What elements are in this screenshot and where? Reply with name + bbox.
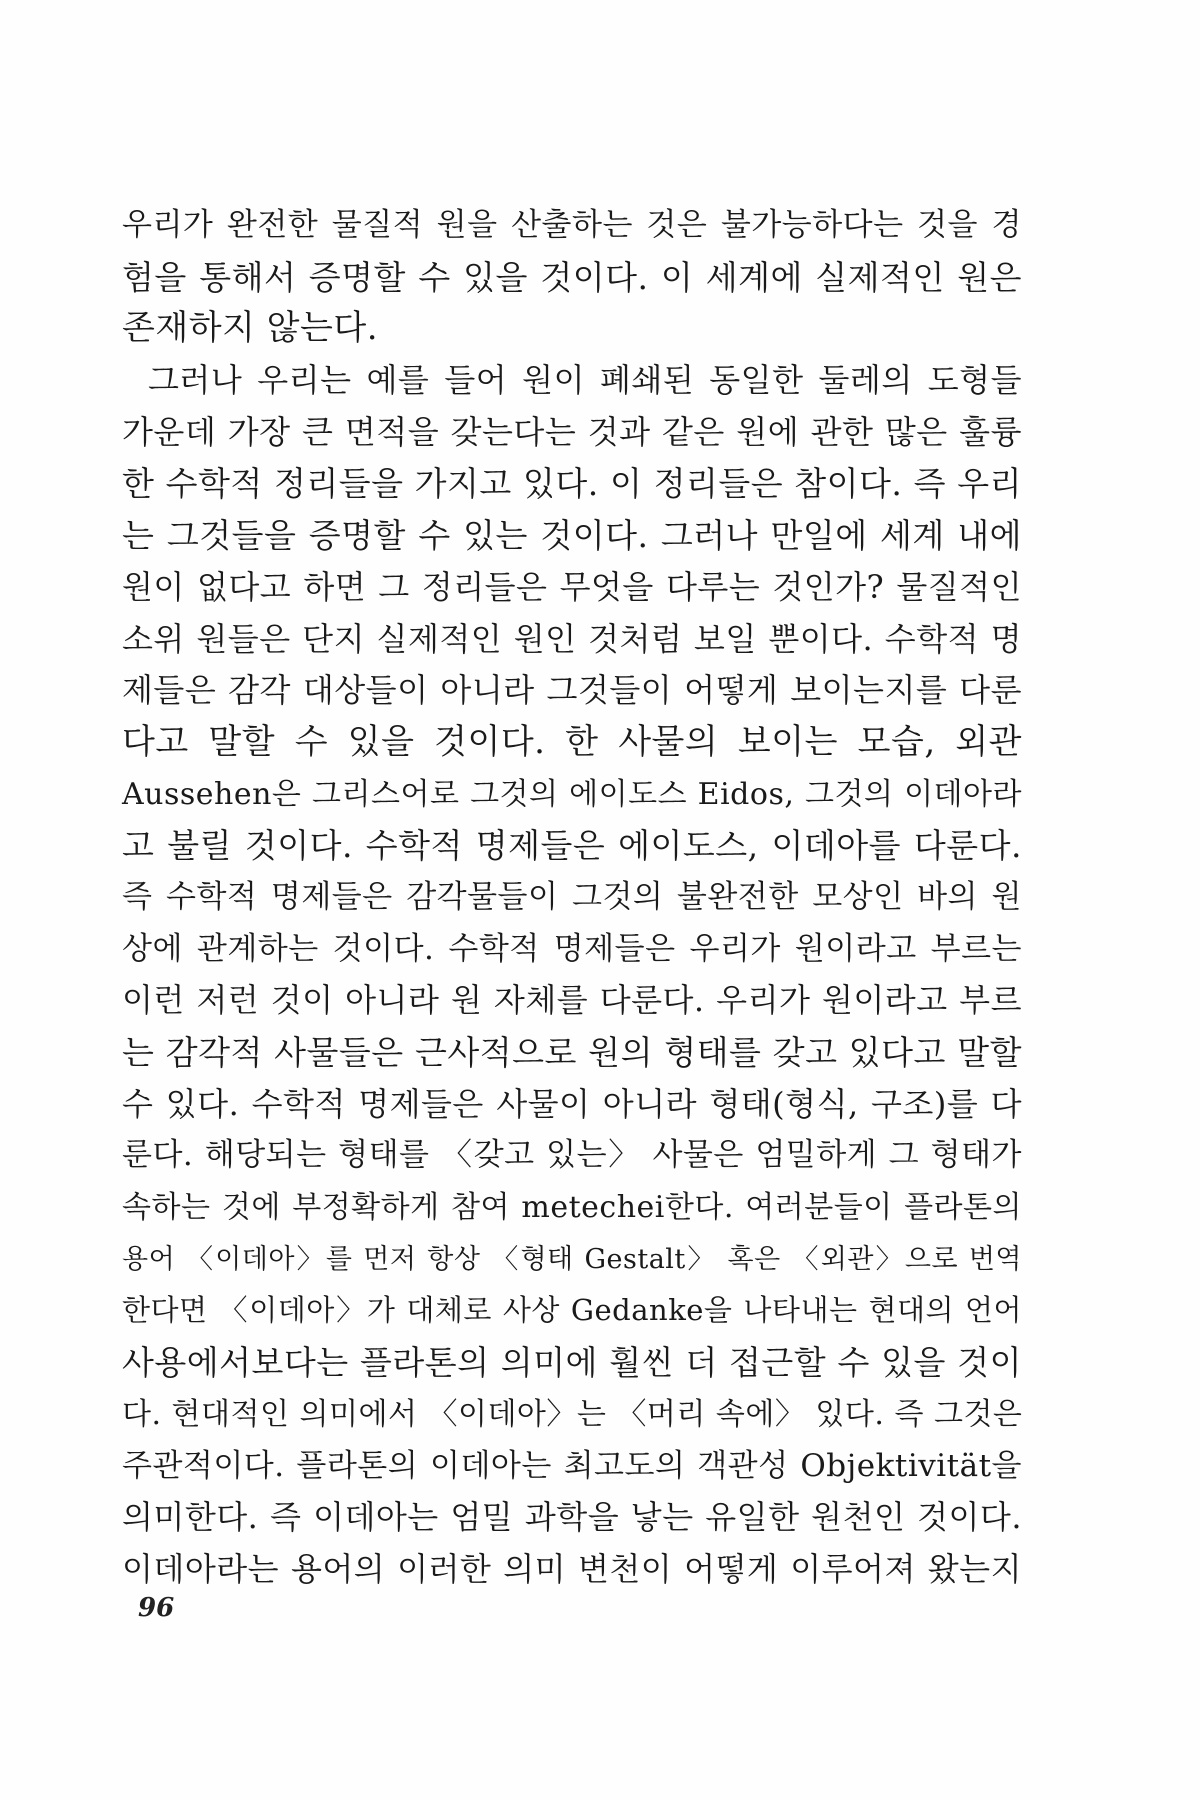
text-line: 주관적이다. 플라톤의 이데아는 최고도의 객관성 Objektivität을 xyxy=(122,1447,1022,1484)
text-line: 소위 원들은 단지 실제적인 원인 것처럼 보일 뿐이다. 수학적 명 xyxy=(122,619,1022,658)
text-line: 제들은 감각 대상들이 아니라 그것들이 어떻게 보이는지를 다룬 xyxy=(122,671,1022,710)
text-line: 한다면 〈이데아〉가 대체로 사상 Gedanke을 나타내는 현대의 언어 xyxy=(122,1293,1022,1328)
text-line: Aussehen은 그리스어로 그것의 에이도스 Eidos, 그것의 이데아라 xyxy=(122,776,1022,812)
text-line: 용어 〈이데아〉를 먼저 항상 〈형태 Gestalt〉 혹은 〈외관〉으로 번역 xyxy=(122,1243,1022,1275)
page-number: 96 xyxy=(138,1593,175,1623)
text-line: 는 감각적 사물들은 근사적으로 원의 형태를 갖고 있다고 말할 xyxy=(122,1033,1022,1072)
text-line: 이데아라는 용어의 이러한 의미 변천이 어떻게 이루어져 왔는지 xyxy=(122,1549,1022,1588)
text-line: 고 불릴 것이다. 수학적 명제들은 에이도스, 이데아를 다룬다. xyxy=(122,826,1022,866)
text-line: 우리가 완전한 물질적 원을 산출하는 것은 불가능하다는 것을 경 xyxy=(122,207,1022,243)
text-line: 다고 말할 수 있을 것이다. 한 사물의 보이는 모습, 외관 xyxy=(122,721,1022,762)
text-line: 의미한다. 즉 이데아는 엄밀 과학을 낳는 유일한 원천인 것이다. xyxy=(122,1498,1022,1537)
text-line: 이런 저런 것이 아니라 원 자체를 다룬다. 우리가 원이라고 부르 xyxy=(122,981,1022,1020)
text-line: 즉 수학적 명제들은 감각물들이 그것의 불완전한 모상인 바의 원 xyxy=(122,878,1022,915)
text-line: 다. 현대적인 의미에서 〈이데아〉는 〈머리 속에〉 있다. 즉 그것은 xyxy=(122,1396,1023,1432)
text-line: 그러나 우리는 예를 들어 원이 폐쇄된 동일한 둘레의 도형들 xyxy=(148,361,1022,400)
text-line: 수 있다. 수학적 명제들은 사물이 아니라 형태(형식, 구조)를 다 xyxy=(122,1084,1022,1123)
text-line: 원이 없다고 하면 그 정리들은 무엇을 다루는 것인가? 물질적인 xyxy=(122,567,1022,606)
text-line: 는 그것들을 증명할 수 있는 것이다. 그러나 만일에 세계 내에 xyxy=(122,516,1022,556)
text-line: 험을 통해서 증명할 수 있을 것이다. 이 세계에 실제적인 원은 xyxy=(122,257,1022,297)
text-line: 존재하지 않는다. xyxy=(122,308,379,349)
text-line: 사용에서보다는 플라톤의 의미에 훨씬 더 접근할 수 있을 것이 xyxy=(122,1343,1022,1383)
text-line: 속하는 것에 부정확하게 참여 metechei한다. 여러분들이 플라톤의 xyxy=(122,1190,1022,1226)
text-line: 가운데 가장 큰 면적을 갖는다는 것과 같은 원에 관한 많은 훌륭 xyxy=(122,412,1022,451)
text-line: 룬다. 해당되는 형태를 〈갖고 있는〉 사물은 엄밀하게 그 형태가 xyxy=(122,1137,1022,1174)
text-line: 상에 관계하는 것이다. 수학적 명제들은 우리가 원이라고 부르는 xyxy=(122,930,1022,967)
body-text xyxy=(122,200,1022,1596)
text-line: 한 수학적 정리들을 가지고 있다. 이 정리들은 참이다. 즉 우리 xyxy=(122,464,1022,504)
